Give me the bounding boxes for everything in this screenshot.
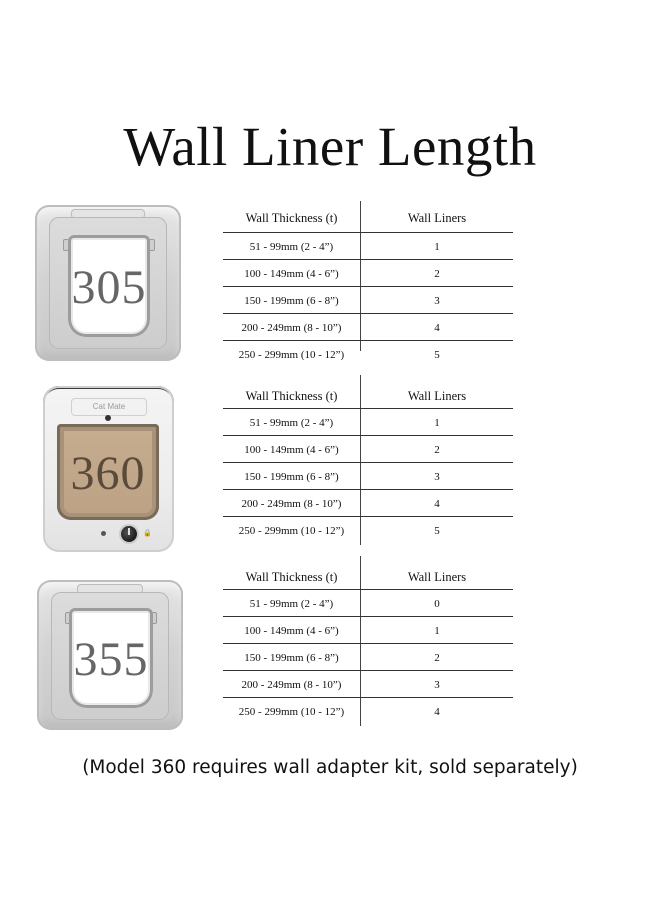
thickness-cell: 200 - 249mm (8 - 10”) (241, 321, 342, 334)
status-led-icon (101, 531, 106, 536)
table-row (223, 670, 513, 697)
model-number-label: 305 (71, 261, 147, 314)
header-wall-thickness: Wall Thickness (t) (245, 211, 338, 225)
liners-cell: 1 (434, 416, 440, 429)
table-row (223, 232, 513, 259)
header-wall-liners: Wall Liners (407, 570, 467, 584)
thickness-cell: 100 - 149mm (4 - 6”) (244, 267, 339, 280)
liners-cell: 2 (434, 651, 440, 664)
thickness-cell: 51 - 99mm (2 - 4”) (249, 416, 334, 429)
thickness-cell: 200 - 249mm (8 - 10”) (241, 497, 342, 510)
table-row (223, 313, 513, 340)
liners-cell: 3 (434, 678, 440, 691)
model-number-label: 360 (70, 447, 146, 500)
table-row (223, 489, 513, 516)
header-wall-liners: Wall Liners (407, 211, 467, 225)
header-wall-liners: Wall Liners (407, 389, 467, 403)
page-title: Wall Liner Length (123, 116, 537, 177)
cat-flap-360-image (43, 386, 174, 552)
table-row (223, 589, 513, 616)
header-wall-thickness: Wall Thickness (t) (245, 389, 338, 403)
thickness-cell: 150 - 199mm (6 - 8”) (244, 294, 339, 307)
table-row (223, 340, 513, 367)
footnote: (Model 360 requires wall adapter kit, sold separately) (82, 757, 578, 778)
table-header-row (223, 205, 513, 232)
thickness-cell: 100 - 149mm (4 - 6”) (244, 443, 339, 456)
liners-cell: 1 (434, 240, 440, 253)
liners-cell: 5 (434, 524, 440, 537)
thickness-cell: 51 - 99mm (2 - 4”) (249, 597, 334, 610)
thickness-cell: 100 - 149mm (4 - 6”) (244, 624, 339, 637)
thickness-cell: 250 - 299mm (10 - 12”) (238, 524, 345, 537)
table-row (223, 286, 513, 313)
table-header-row (223, 564, 513, 591)
liners-cell: 4 (434, 705, 440, 718)
liners-cell: 4 (434, 497, 440, 510)
cat-flap-305-image (35, 205, 181, 361)
liners-cell: 5 (434, 348, 440, 361)
liners-cell: 3 (434, 294, 440, 307)
liners-cell: 4 (434, 321, 440, 334)
sensor-icon (105, 415, 111, 421)
table-row (223, 259, 513, 286)
padlock-icon: 🔒 (143, 529, 152, 537)
table-row (223, 616, 513, 643)
liners-cell: 2 (434, 443, 440, 456)
table-row (223, 516, 513, 543)
thickness-cell: 250 - 299mm (10 - 12”) (238, 348, 345, 361)
liners-cell: 2 (434, 267, 440, 280)
thickness-cell: 200 - 249mm (8 - 10”) (241, 678, 342, 691)
lock-dial-icon (121, 526, 137, 542)
liners-cell: 0 (434, 597, 440, 610)
thickness-cell: 51 - 99mm (2 - 4”) (249, 240, 334, 253)
table-header-row (223, 383, 513, 410)
thickness-cell: 150 - 199mm (6 - 8”) (244, 470, 339, 483)
wall-liner-table-305 (223, 205, 513, 361)
thickness-cell: 150 - 199mm (6 - 8”) (244, 651, 339, 664)
table-row (223, 697, 513, 724)
thickness-cell: 250 - 299mm (10 - 12”) (238, 705, 345, 718)
table-row (223, 643, 513, 670)
flap-panel (69, 608, 153, 708)
cat-flap-355-image (37, 580, 183, 730)
brand-label: Cat Mate (92, 402, 126, 411)
liners-cell: 3 (434, 470, 440, 483)
flap-panel (68, 235, 150, 337)
wall-liner-table-360 (223, 383, 513, 549)
flap-panel (57, 424, 159, 520)
liners-cell: 1 (434, 624, 440, 637)
table-row (223, 462, 513, 489)
table-row (223, 435, 513, 462)
table-row (223, 408, 513, 435)
model-number-label: 355 (73, 633, 149, 686)
wall-liner-table-355 (223, 564, 513, 730)
header-wall-thickness: Wall Thickness (t) (245, 570, 338, 584)
